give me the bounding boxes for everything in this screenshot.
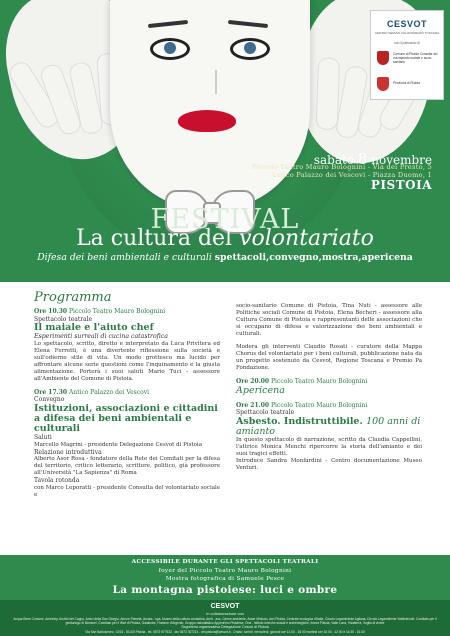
festival-tagline [0, 252, 450, 263]
patronage-label: con il patrocinio di [394, 41, 420, 45]
venue-info [0, 163, 432, 179]
festival-subtitle [0, 226, 450, 251]
cesvot-subtitle: CENTRO SERVIZI VOLONTARIATO TOSCANA [374, 31, 440, 35]
band-line-2: foyer del Piccolo Teatro Mauro Bolognini [158, 568, 292, 574]
exhibition-band [0, 555, 450, 600]
saluti-text: Marcello Magrini - presidente Delegazione Cesvot di Pistoia [34, 441, 202, 448]
tavola-text: con Marco Leporatti - presidente Consulta del volontariato sociale e [34, 484, 220, 498]
saluti-label: Saluti [34, 433, 52, 441]
event-time: Ore 10.30 Piccolo Teatro Mauro Bolognini [34, 308, 166, 315]
event-type: Spettacolo teatrale [34, 315, 93, 323]
subtitle-italic: volontariato [239, 226, 374, 251]
provincia-crest-icon [377, 77, 389, 91]
event-intro: Introduce Sandra Monfardini - Centro documentazione Museo Venturi. [236, 457, 422, 471]
relazione-label: Relazione introduttiva [34, 448, 102, 456]
sponsor-logos [370, 10, 444, 100]
event-title: Istituzioni, associazioni e cittadini a difesa dei beni ambientali e culturali [34, 402, 218, 434]
event-description: In questo spettacolo di narrazione, scritto da Claudia Cappellini, l'attrice Monica Menchi ripercorre la storia dell'amianto e dei suoi tragici effetti. [236, 436, 422, 457]
event-type: Spettacolo teatrale [236, 409, 295, 417]
date-month: novembre [371, 153, 432, 167]
event-time: Ore 17.30 Antico Palazzo dei Vescovi [34, 388, 150, 396]
hero-banner [0, 0, 450, 282]
subtitle-main: La cultura del [76, 226, 233, 251]
segreteria: Segreteria organizzativa Delegazione Cesvot di Pistoia [181, 625, 269, 629]
right-eyebrow [228, 20, 268, 28]
event-2100 [236, 402, 422, 472]
programma-heading: Programma [34, 290, 112, 305]
provincia-label: Provincia di Pistoia [393, 81, 420, 85]
event-subtitle: Esperimenti surreali di cucina catastrofica [34, 333, 168, 341]
band-line-1: ACCESSIBILE DURANTE GLI SPETTACOLI TEATRALI [131, 559, 319, 565]
event-1730 [34, 389, 220, 499]
moderator-text: Modera gli interventi Claudio Rosati - curatore della Mappa Chorus del volontariato per i beni culturali, pubblicazione nata da un progetto sostenuto da Cesvot, Regione Toscana e Premio Pa Fondazione. [236, 344, 422, 371]
program-right-column [236, 303, 422, 478]
band-line-3: Mostra fotografica di Samuele Pesce [165, 576, 285, 582]
cesvot-logo: CESVOT [386, 19, 427, 29]
event-type: Convegno [34, 396, 65, 404]
festival-title: FESTIVAL [150, 204, 300, 235]
city-name: PISTOIA [370, 178, 432, 192]
associations-list: Acqua Bene Comune, Amnesty, Archivi del Cappo, Amici della San Giorgio, Amore Pianeta, Arcara - spa, Museo della cultura contadina, Aerit - asc, Cerme ambiente, Avser Miriculo, Arci Pistoia, Centrale ecologica d'Italia, Circolo Legambiente Agliana, Circolo Legambiente Valdinievole, Comitato per il geoturisgo di Monsoni, Comitato per il WwI di Pistoia, Gaiabobe, Fiamme d'Argento, Gruppo naturalistico Appennino Pistoiese, Ona - Istituto ricerche sociali e archeologiche, Ilnova Pistoia, Valle Luna, Vivalterra, Voglia di vivere [13, 617, 437, 625]
collab-label: In collaborazione con [206, 611, 244, 616]
footer-cesvot-logo: CESVOT [210, 603, 240, 610]
left-eyebrow [148, 20, 188, 28]
relazione-text: Alberto Asor Rosa - fondatore della Rete dei Comitati per la difesa del territorio, critico letterario, scrittore, politico, già professore all'Università "La Sapienza" di Roma [34, 456, 220, 477]
convegno-continued: socio-sanitario Comune di Pistoia, Tina Nuti - assessore alle Politiche sociali Comune di Pistoia, Elena Becheri - assessore alla Cultura Comune di Pistoia e rappresentanti delle associazioni che si occupano di difesa e valorizzazione dei beni ambientali e culturali. [236, 303, 422, 337]
event-title: Asbesto. Indistruttibile. 100 anni di amianto [236, 415, 421, 437]
tagline-bold: spettacoli,convegno,mostra,apericena [214, 252, 413, 263]
comune-label: Comune di Pistoia Consulta del volontariato sociale e socio-sanitario [393, 52, 438, 64]
event-description: Lo spettacolo, scritto, diretto e interpretato da Luca Privitera ed Elena Ferretti, è una divertente riflessione sulla società e sull'odierno stile di vita. Un modo grottesco ma lucido per affrontare alcune serie questioni come l'inquinamento e la giusta alimentazione. Porterà i suoi saluti Mario Tuci - assessore all'Ambiente del Comune di Pistoia. [34, 340, 220, 382]
program-left-column [34, 308, 220, 505]
event-time: Ore 20.00 Piccolo Teatro Mauro Bolognini [236, 378, 368, 385]
nose [205, 70, 217, 94]
comune-crest-icon [377, 51, 389, 65]
event-time: Ore 21.00 Piccolo Teatro Mauro Bolognini [236, 401, 368, 409]
venue-line-1: Piccolo Teatro Mauro Bolognini - Via del Presto, 5 [252, 163, 432, 171]
right-eye [230, 38, 270, 60]
date-number: 8 [357, 150, 368, 168]
red-lips [178, 110, 236, 132]
event-1030 [34, 308, 220, 383]
tavola-label: Tavola rotonda [34, 477, 80, 485]
left-eye [150, 38, 190, 60]
exhibition-title: La montagna pistoiese: luci e ombre [112, 584, 338, 596]
event-2000 [236, 378, 422, 396]
footer [0, 600, 450, 636]
venue-line-2: Antico Palazzo dei Vescovi - Piazza Duomo, 1 [271, 171, 432, 179]
date-day: sabato [313, 153, 355, 167]
contact-address: Via San Bartolomeo, 13/15 - 51100 Pistoia - tel. 0573 977532 - fax 0573 307214 - del.pistoia@cesvot.it - Orario: lunedì, mercoledì, giovedì ore 14.00 - 18.00 martedì ore 10.00 - 12.00 e 14.30 - 16.00 [85, 630, 365, 634]
event-title: Il maiale e l'aiuto chef [34, 322, 154, 334]
tagline-italic: Difesa dei beni ambientali e culturali [37, 252, 212, 263]
event-title: Apericena [236, 384, 285, 396]
